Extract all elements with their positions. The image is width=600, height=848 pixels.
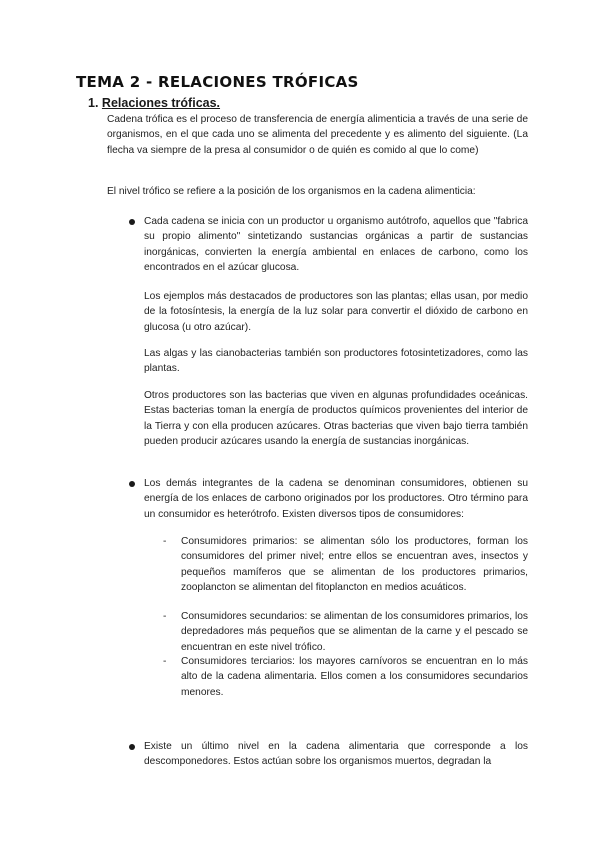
section-heading-text: Relaciones tróficas. xyxy=(101,96,221,110)
bullet-producers-p3: Las algas y las cianobacterias también son productores fotosintetizadores, como las plantas. xyxy=(144,348,528,375)
bullet-producers-p1: Cada cadena se inicia con un productor u organismo autótrofo, aquellos que "fabrica su propio alimento" sintetizando sustancias orgánicas a partir de sustancias inorgánicas, convierten la energía ambiental en enlaces de carbono, como los encontrados en el azúcar glucosa. xyxy=(144,216,528,273)
sub-item-secondary: Consumidores secundarios: se alimentan de los consumidores primarios, los depredadores más pequeños que se alimentan de la carne y el pescado se encuentran en este nivel trófico. xyxy=(181,611,528,653)
section-number: 1. xyxy=(88,96,99,110)
bullet-producers-p2: Los ejemplos más destacados de productores son las plantas; ellas usan, por medio de la fotosíntesis, la energía de la luz solar para convertir el dióxido de carbono en glucosa (u otro azúcar). xyxy=(144,291,528,333)
intro-paragraph: Cadena trófica es el proceso de transferencia de energía alimenticia a través de una serie de organismos, en el que cada uno se alimenta del precedente y es alimento del siguiente. (La flecha va siempre de la presa al consumidor o de quién es comido al que lo come) xyxy=(107,114,528,156)
section-heading xyxy=(88,96,220,110)
dash-icon: - xyxy=(163,656,167,667)
level-intro-paragraph: El nivel trófico se refiere a la posición de los organismos en la cadena alimenticia: xyxy=(107,186,476,197)
sub-item-tertiary: Consumidores terciarios: los mayores carnívoros se encuentran en lo más alto de la cadena alimentaria. Ellos comen a los consumidores secundarios menores. xyxy=(181,656,528,698)
bullet-icon xyxy=(129,219,135,225)
bullet-decomposers-p1: Existe un último nivel en la cadena alimentaria que corresponde a los descomponedores. Estos actúan sobre los organismos muertos, degradan la xyxy=(144,741,528,768)
bullet-icon xyxy=(129,744,135,750)
sub-item-primary: Consumidores primarios: se alimentan sólo los productores, forman los consumidores del primer nivel; entre ellos se encuentran aves, insectos y pequeños mamíferos que se alimentan de los productores primarios, zooplancton se alimentan del fitoplancton en medios acuáticos. xyxy=(181,536,528,593)
dash-icon: - xyxy=(163,611,167,622)
bullet-icon xyxy=(129,481,135,487)
dash-icon: - xyxy=(163,536,167,547)
document-title: TEMA 2 - RELACIONES TRÓFICAS xyxy=(76,73,359,91)
bullet-producers-p4: Otros productores son las bacterias que viven en algunas profundidades oceánicas. Estas bacterias toman la energía de productos químicos provenientes del interior de la Tierra y con ella producen azúcares. Otras bacterias que viven bajo tierra también pueden producir azúcares usando la energía de sustancias inorgánicas. xyxy=(144,390,528,447)
bullet-consumers-p1: Los demás integrantes de la cadena se denominan consumidores, obtienen su energía de los enlaces de carbono originados por los productores. Otro término para un consumidor es heterótrofo. Existen diversos tipos de consumidores: xyxy=(144,478,528,520)
